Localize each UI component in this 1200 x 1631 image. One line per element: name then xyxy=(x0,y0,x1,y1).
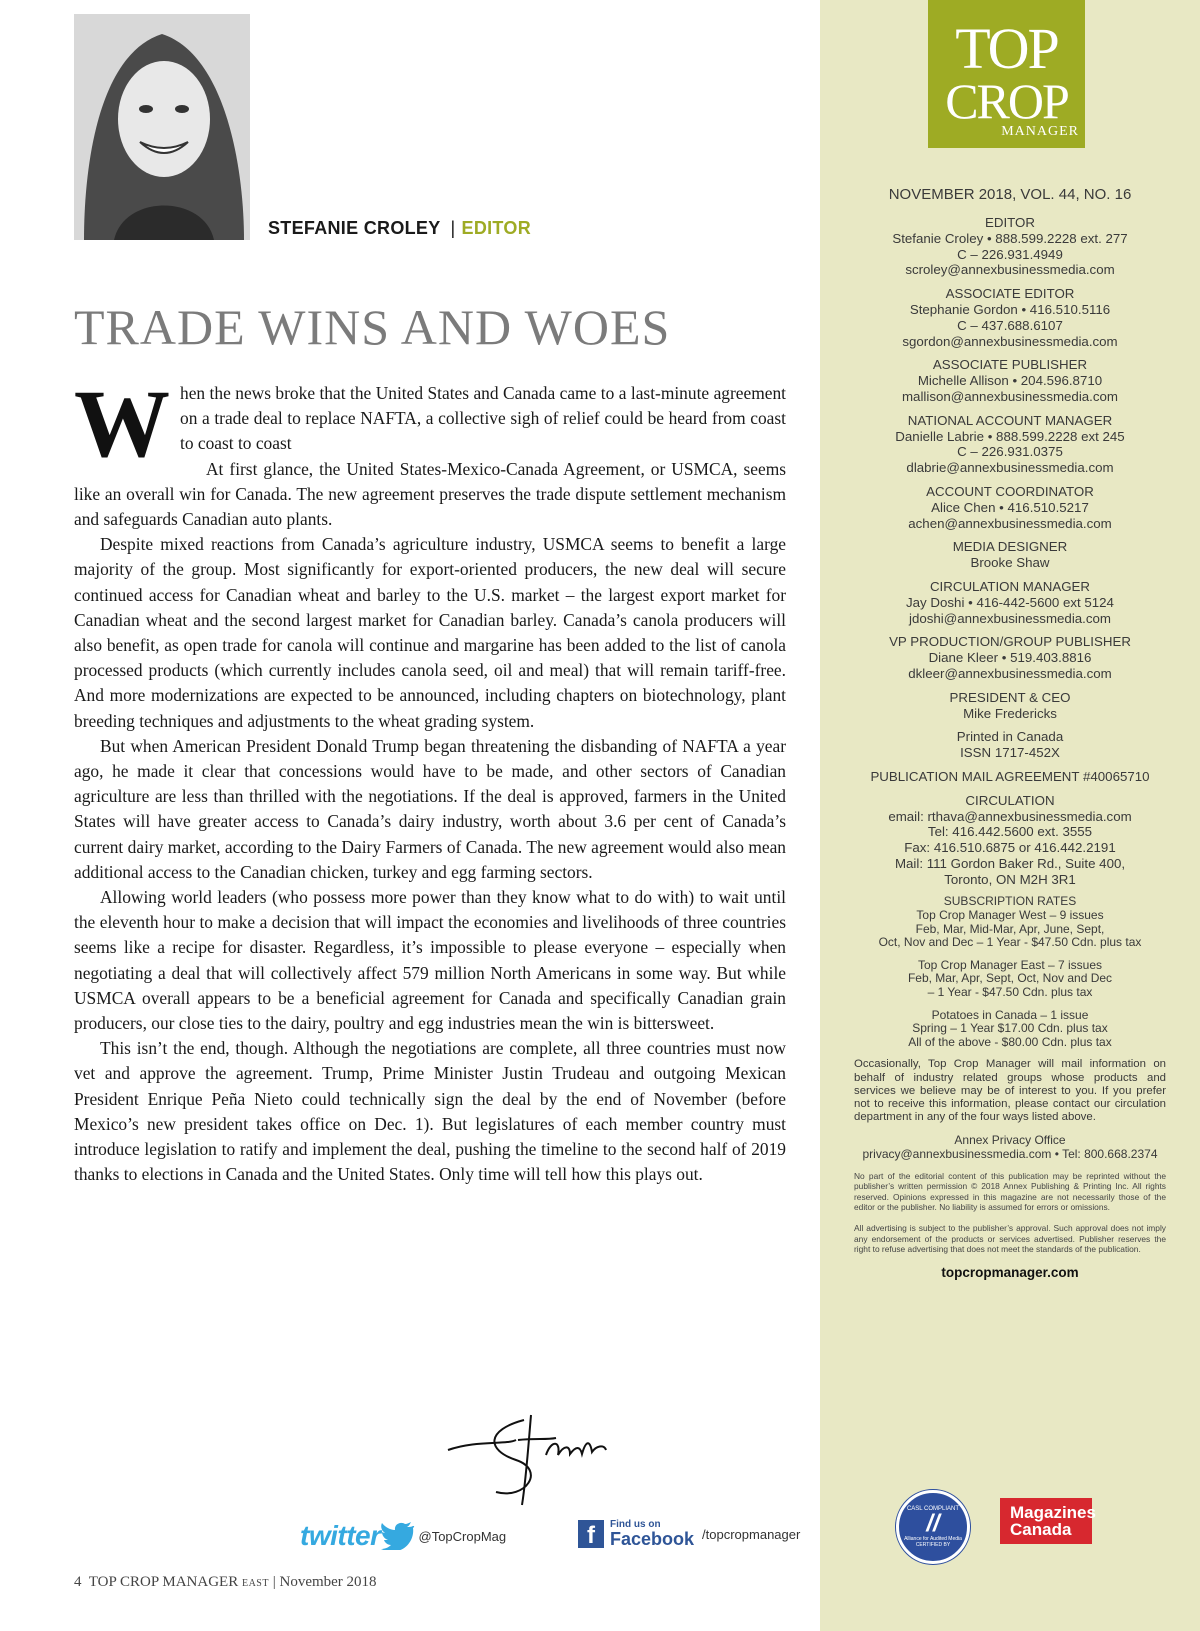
credit-account-coordinator xyxy=(840,484,1180,531)
credit-line: Diane Kleer • 519.403.8816 xyxy=(928,650,1092,666)
credit-line: Alice Chen • 416.510.5217 xyxy=(931,499,1089,515)
footer-edition: EAST xyxy=(241,1578,269,1589)
credit-line: Fax: 416.510.6875 or 416.442.2191 xyxy=(904,840,1116,856)
credit-line: Potatoes in Canada – 1 issue xyxy=(931,1007,1089,1022)
badge-text: Alliance for Audited Media xyxy=(904,1536,962,1542)
article-paragraph: At first glance, the United States-Mexico-Canada Agreement, or USMCA, seems like an overall win for Canada. The new agreement preserves the trade dispute settlement mechanism and safeguards Canadian auto plants. xyxy=(74,458,786,530)
credit-title: MEDIA DESIGNER xyxy=(952,539,1068,555)
badge-text: CERTIFIED BY xyxy=(915,1542,951,1548)
aam-certified-badge xyxy=(896,1490,970,1564)
subscription-potatoes xyxy=(840,1009,1180,1050)
privacy-notice: Occasionally, Top Crop Manager will mail information on behalf of industry related groups whose products and services we believe may be of interest to you. If you prefer not to receive this information, please contact our circulation department in any of the four ways listed above. xyxy=(854,1058,1166,1124)
twitter-handle[interactable]: @TopCropMag xyxy=(418,1528,507,1544)
subscription-east xyxy=(840,959,1180,1000)
credit-line: Toronto, ON M2H 3R1 xyxy=(944,871,1076,887)
credit-title: ASSOCIATE PUBLISHER xyxy=(932,357,1088,373)
credit-associate-editor xyxy=(840,286,1180,349)
credit-line: C – 437.688.6107 xyxy=(957,317,1063,333)
credit-line: Feb, Mar, Mid-Mar, Apr, June, Sept, xyxy=(915,921,1105,936)
credit-line: Michelle Allison • 204.596.8710 xyxy=(917,373,1103,389)
credit-title: ASSOCIATE EDITOR xyxy=(945,286,1075,302)
subscription-west xyxy=(840,895,1180,949)
credit-email[interactable]: dkleer@annexbusinessmedia.com xyxy=(908,665,1112,681)
footer-magazine: TOP CROP MANAGER xyxy=(88,1574,239,1590)
article-paragraph: Allowing world leaders (who possess more power than they know what to do with) to wait until the eleventh hour to make a decision that will impact the economies and livelihoods of three countries seems like a recipe for disaster. Regardless, it’s impossible to please everyone – especially when negotiating a deal that will collectively affect 579 million North Americans in some way. But while USMCA overall appears to be a beneficial agreement for Canada and specifically Canadian grain producers, our close ties to the dairy, poultry and egg industries mean the win is bittersweet. xyxy=(74,887,786,1034)
article-paragraph: But when American President Donald Trump began threatening the disbanding of NAFTA a year ago, he made it clear that concessions would have to be made, and other sectors of Canadian agriculture are less than thrilled with the negotiations. If the deal is approved, farmers in the United States will have greater access to Canada’s dairy industry, worth about 3.6 per cent of Canada’s current dairy market, according to the Dairy Farmers of Canada. The new agreement would also mean additional access to the Canadian chicken, turkey and egg farming sectors. xyxy=(74,735,786,882)
footer-separator: | xyxy=(272,1574,276,1590)
credit-title: NATIONAL ACCOUNT MANAGER xyxy=(907,412,1113,428)
copyright-notice: No part of the editorial content of this publication may be reprinted without the publisher’s written permission © 2018 Annex Publishing & Printing Inc. All rights reserved. Opinions expressed in this magazine are not necessarily those of the editor or the publisher. No liability is assumed for errors or omissions. xyxy=(854,1170,1166,1213)
editor-portrait-image xyxy=(74,14,250,240)
badge-text: Canada xyxy=(1010,1520,1072,1539)
credit-line: All of the above - $80.00 Cdn. plus tax xyxy=(908,1034,1112,1049)
paragraph-text: hen the news broke that the United States and Canada came to a last-minute agreement on a trade deal to replace NAFTA, a collective sigh of relief could be heard from coast to coast to coast xyxy=(180,383,786,454)
credit-email[interactable]: email: rthava@annexbusinessmedia.com xyxy=(888,808,1132,824)
issue-info: NOVEMBER 2018, VOL. 44, NO. 16 xyxy=(888,186,1132,203)
twitter-logo: twitter xyxy=(300,1520,381,1551)
twitter-follow[interactable] xyxy=(300,1520,506,1552)
credit-national-account xyxy=(840,413,1180,476)
credit-email[interactable]: achen@annexbusinessmedia.com xyxy=(908,515,1112,531)
credit-title: CIRCULATION MANAGER xyxy=(929,578,1091,594)
byline-separator: | xyxy=(450,218,456,238)
credit-line: Spring – 1 Year $17.00 Cdn. plus tax xyxy=(912,1021,1108,1036)
credit-media-designer xyxy=(840,539,1180,571)
credit-line: Top Crop Manager West – 9 issues xyxy=(916,908,1104,923)
credit-line: Mail: 111 Gordon Baker Rd., Suite 400, xyxy=(894,855,1126,871)
magazines-canada-logo xyxy=(1000,1498,1096,1544)
facebook-icon: f xyxy=(578,1520,604,1548)
credit-line: Jay Doshi • 416-442-5600 ext 5124 xyxy=(906,594,1114,610)
circulation-contact xyxy=(840,793,1180,888)
drop-cap: W xyxy=(74,370,170,477)
article-paragraph: Despite mixed reactions from Canada’s agriculture industry, USMCA seems to benefit a large majority of the group. Most significantly for export-oriented producers, the new deal will secure continued access for Canadian wheat and barley to the U.S. market – the largest export market for Canadian wheat and the second largest market for Canadian barley. Canada’s canola producers will also benefit, as open trade for canola will continue and margarine has been added to the list of canola processed products (which currently includes canola seed, oil and meal) that will remain tariff-free. And more modernizations are expected to be announced, including chapters on biotechnology, plant breeding techniques and adjustments to the wheat grading system. xyxy=(74,534,786,731)
author-name: STEFANIE CROLEY xyxy=(268,218,441,238)
facebook-find-label: Find us on xyxy=(610,1519,661,1530)
credit-email[interactable]: privacy@annexbusinessmedia.com • Tel: 800.668.2374 xyxy=(862,1147,1158,1162)
byline xyxy=(268,218,531,239)
credit-title: VP PRODUCTION/GROUP PUBLISHER xyxy=(889,634,1131,650)
page-number: 4 xyxy=(74,1574,82,1590)
credit-line: Oct, Nov and Dec – 1 Year - $47.50 Cdn. plus tax xyxy=(878,935,1142,950)
facebook-follow[interactable] xyxy=(578,1520,800,1548)
credit-line: Brooke Shaw xyxy=(970,555,1050,571)
signature-scribble xyxy=(446,1410,616,1510)
credit-title: CIRCULATION xyxy=(965,792,1055,808)
credit-vp-production xyxy=(840,634,1180,681)
credit-title: SUBSCRIPTION RATES xyxy=(943,894,1077,909)
top-crop-manager-logo xyxy=(928,0,1085,148)
credit-line: – 1 Year - $47.50 Cdn. plus tax xyxy=(927,985,1093,1000)
facebook-handle[interactable]: /topcropmanager xyxy=(702,1526,801,1542)
article-body xyxy=(74,370,786,1188)
credit-title: EDITOR xyxy=(985,215,1035,230)
masthead-credits xyxy=(840,186,1180,1280)
page-footer xyxy=(74,1574,377,1591)
article-paragraph: This isn’t the end, though. Although the negotiations are complete, all three countries must now vet and approve the agreement. Trump, Prime Minister Justin Trudeau and outgoing Mexican President Enrique Peña Nieto could technically sign the deal by the end of November (before Mexico’s new president takes office on Dec. 1). But legislatures of each member country must introduce legislation to ratify and implement the deal, pushing the timeline to the second half of 2019 thanks to elections in Canada and the United States. Only time will tell how this plays out. xyxy=(74,1038,786,1185)
printed-info xyxy=(840,729,1180,761)
badge-text: CASL COMPLIANT xyxy=(906,1506,960,1512)
credit-editor xyxy=(840,215,1180,278)
logo-line-top: TOP xyxy=(955,16,1058,81)
logo-line-manager: MANAGER xyxy=(1001,124,1079,139)
credit-line: C – 226.931.4949 xyxy=(957,246,1063,262)
advertising-notice: All advertising is subject to the publisher’s approval. Such approval does not imply any endorsement of the products or services advertised. Publisher reserves the right to refuse advertising that does not meet the standards of the publication. xyxy=(854,1223,1166,1255)
credit-line: Stephanie Gordon • 416.510.5116 xyxy=(909,301,1111,317)
credit-title: Annex Privacy Office xyxy=(954,1133,1066,1148)
credit-email[interactable]: sgordon@annexbusinessmedia.com xyxy=(902,333,1118,349)
credit-line: Danielle Labrie • 888.599.2228 ext 245 xyxy=(895,428,1125,444)
credit-email[interactable]: mallison@annexbusinessmedia.com xyxy=(901,388,1118,404)
credit-email[interactable]: dlabrie@annexbusinessmedia.com xyxy=(906,460,1114,476)
credit-president xyxy=(840,690,1180,722)
masthead-sidebar xyxy=(820,0,1200,1631)
editor-photo xyxy=(74,14,250,240)
website-link[interactable]: topcropmanager.com xyxy=(941,1264,1079,1280)
publication-mail: PUBLICATION MAIL AGREEMENT #40065710 xyxy=(870,768,1150,784)
author-role: EDITOR xyxy=(461,218,531,238)
credit-line: Top Crop Manager East – 7 issues xyxy=(917,957,1103,972)
credit-associate-publisher xyxy=(840,357,1180,404)
credit-email[interactable]: jdoshi@annexbusinessmedia.com xyxy=(909,610,1111,626)
twitter-bird-icon xyxy=(381,1522,415,1550)
aam-mark-icon: // xyxy=(926,1510,940,1537)
badge-text: Magazines xyxy=(1010,1503,1096,1522)
editor-signature xyxy=(446,1410,616,1510)
footer-date: November 2018 xyxy=(279,1574,377,1590)
article-paragraph xyxy=(74,370,786,477)
credit-email[interactable]: scroley@annexbusinessmedia.com xyxy=(905,262,1115,278)
logo-line-crop: CROP xyxy=(945,73,1068,129)
credit-title: ACCOUNT COORDINATOR xyxy=(926,483,1094,499)
facebook-wordmark: Facebook xyxy=(610,1529,695,1549)
credit-line: Mike Fredericks xyxy=(963,705,1057,721)
credit-circulation-manager xyxy=(840,579,1180,626)
privacy-office xyxy=(840,1134,1180,1161)
credit-line: Feb, Mar, Apr, Sept, Oct, Nov and Dec xyxy=(907,971,1113,986)
credit-line: Printed in Canada xyxy=(956,729,1064,745)
page-title: TRADE WINS AND WOES xyxy=(74,299,671,355)
credit-line: Stefanie Croley • 888.599.2228 ext. 277 xyxy=(892,230,1128,246)
credit-line: Tel: 416.442.5600 ext. 3555 xyxy=(927,824,1093,840)
credit-line: ISSN 1717-452X xyxy=(960,745,1060,761)
credit-line: C – 226.931.0375 xyxy=(957,444,1063,460)
facebook-badge xyxy=(610,1520,694,1548)
credit-title: PRESIDENT & CEO xyxy=(949,689,1071,705)
